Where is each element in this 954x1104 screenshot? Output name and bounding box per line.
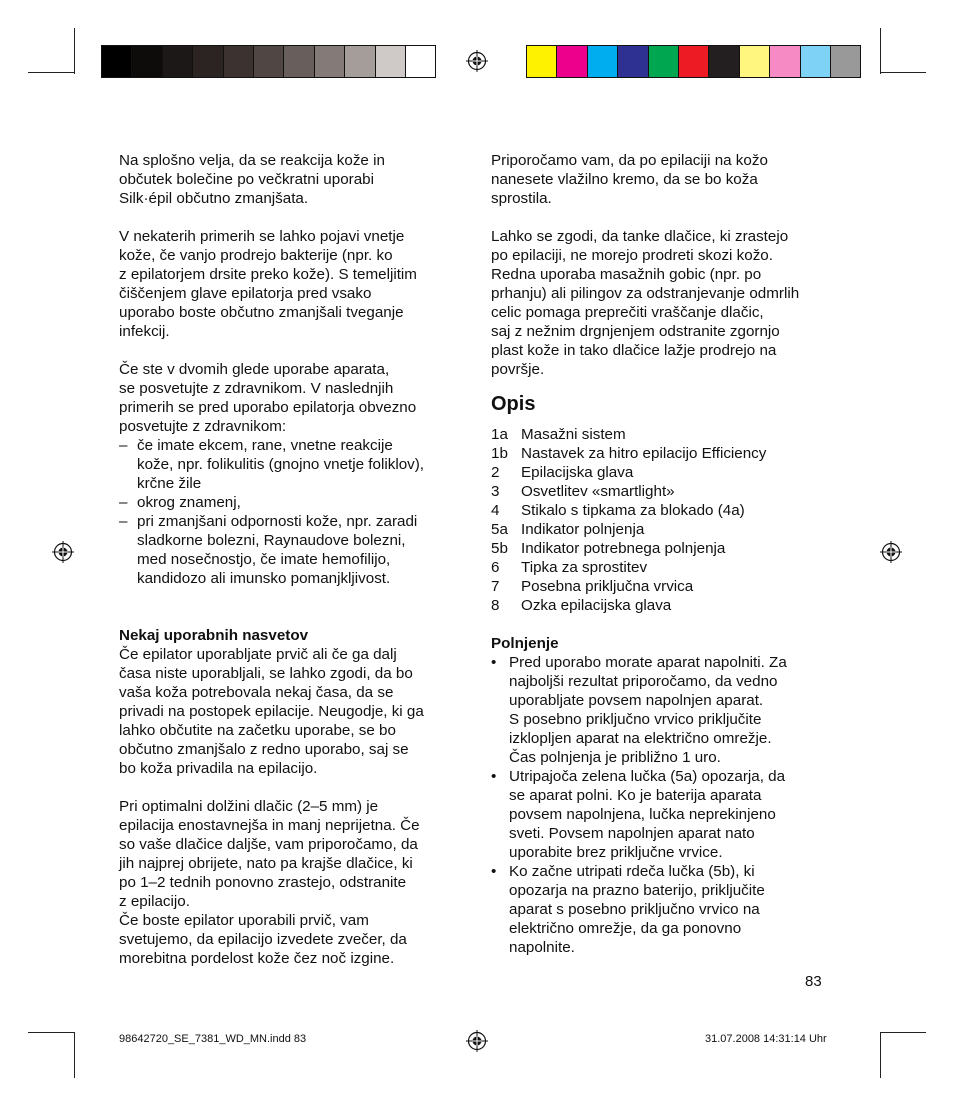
text-line: napolnite. — [509, 939, 575, 956]
part-item — [491, 501, 841, 520]
text-line: Lahko se zgodi, da tanke dlačice, ki zrastejo — [491, 228, 789, 245]
bullet-marker: • — [491, 863, 497, 880]
part-label: Stikalo s tipkama za blokado (4a) — [521, 502, 745, 519]
text-line: izklopljen aparat na električno omrežje. — [509, 730, 772, 747]
process-color-bar — [526, 45, 861, 78]
color-swatch — [708, 46, 738, 77]
text-line: krčne žile — [137, 475, 202, 492]
footer-timestamp: 31.07.2008 14:31:14 Uhr — [705, 1033, 827, 1045]
color-swatch — [678, 46, 708, 77]
crop-mark — [74, 28, 75, 74]
part-item — [491, 520, 841, 539]
left-column — [119, 151, 464, 968]
text-line: kože, npr. folikulitis (gnojno vnetje foliklov), — [137, 456, 425, 473]
text-line: Redna uporaba masažnih gobic (npr. po — [491, 266, 762, 283]
paragraph — [119, 797, 464, 911]
text-line: Utripajoča zelena lučka (5a) opozarja, da — [509, 768, 786, 785]
text-line: kandidozo ali imunsko pomanjkljivost. — [137, 570, 391, 587]
text-line: morebitna pordelost kože čez noč izgine. — [119, 950, 395, 967]
color-swatch — [283, 46, 313, 77]
color-swatch — [830, 46, 860, 77]
text-line: okrog znamenj, — [137, 494, 241, 511]
color-swatch — [375, 46, 405, 77]
text-line: če imate ekcem, rane, vnetne reakcije — [137, 437, 393, 454]
text-line: občutek bolečine po večkratni uporabi — [119, 171, 374, 188]
dash-marker: – — [119, 437, 128, 454]
text-line: infekcij. — [119, 323, 170, 340]
color-swatch — [739, 46, 769, 77]
part-label: Nastavek za hitro epilacijo Efficiency — [521, 445, 767, 462]
crop-mark — [880, 1032, 881, 1078]
part-item — [491, 463, 841, 482]
part-number: 3 — [491, 483, 500, 500]
list-item — [491, 862, 841, 957]
color-swatch — [162, 46, 192, 77]
color-swatch — [405, 46, 435, 77]
registration-mark-icon — [880, 541, 902, 563]
part-item — [491, 558, 841, 577]
text-line: po 1–2 tednih ponovno zrastejo, odstranite — [119, 874, 407, 891]
list-item — [119, 493, 464, 512]
text-line: lahko občutite na začetku uporabe, se bo — [119, 722, 396, 739]
paragraph — [491, 151, 841, 208]
crop-mark — [880, 1032, 926, 1033]
color-swatch — [769, 46, 799, 77]
text-line: občutno zmanjšalo z redno uporabo, saj se — [119, 741, 409, 758]
crop-mark — [880, 28, 881, 74]
part-label: Indikator potrebnega polnjenja — [521, 540, 726, 557]
tips-heading: Nekaj uporabnih nasvetov — [119, 627, 309, 644]
registration-mark-icon — [52, 541, 74, 563]
footer-file-name: 98642720_SE_7381_WD_MN.indd 83 — [119, 1033, 307, 1045]
color-swatch — [648, 46, 678, 77]
list-item — [119, 512, 464, 588]
color-swatch — [314, 46, 344, 77]
color-swatch — [223, 46, 253, 77]
registration-mark-icon — [466, 50, 488, 72]
crop-mark — [28, 72, 74, 73]
text-line: Če epilator uporabljate prvič ali če ga dalj — [119, 646, 397, 663]
part-label: Epilacijska glava — [521, 464, 634, 481]
text-line: so vaše dlačice daljše, vam priporočamo, da — [119, 836, 418, 853]
charging-list — [491, 653, 841, 957]
part-number: 8 — [491, 597, 500, 614]
dash-marker: – — [119, 494, 128, 511]
dash-marker: – — [119, 513, 128, 530]
color-swatch — [344, 46, 374, 77]
part-label: Masažni sistem — [521, 426, 626, 443]
part-item — [491, 539, 841, 558]
color-swatch — [800, 46, 830, 77]
part-label: Posebna priključna vrvica — [521, 578, 694, 595]
text-line: sprostila. — [491, 190, 552, 207]
part-number: 7 — [491, 578, 500, 595]
part-number: 6 — [491, 559, 500, 576]
part-label: Ozka epilacijska glava — [521, 597, 672, 614]
part-item — [491, 577, 841, 596]
text-line: opozarja na prazno baterijo, priključite — [509, 882, 765, 899]
text-line: električno omrežje, da ga ponovno — [509, 920, 742, 937]
text-line: Ko začne utripati rdeča lučka (5b), ki — [509, 863, 755, 880]
text-line: Če boste epilator uporabili prvič, vam — [119, 912, 369, 929]
paragraph — [119, 151, 464, 208]
text-line: med nosečnostjo, če imate hemofilijo, — [137, 551, 391, 568]
text-line: kože, če vanjo prodrejo bakterije (npr. ko — [119, 247, 393, 264]
text-line: uporabo boste občutno zmanjšali tveganje — [119, 304, 404, 321]
text-line: V nekaterih primerih se lahko pojavi vnetje — [119, 228, 405, 245]
text-line: povsem napolnjena, lučka neprekinjeno — [509, 806, 776, 823]
text-line: z epilacijo. — [119, 893, 190, 910]
text-line: S posebno priključno vrvico priključite — [509, 711, 762, 728]
text-line: z epilatorjem drsite preko kože). S temeljitim — [119, 266, 417, 283]
part-label: Indikator polnjenja — [521, 521, 645, 538]
part-number: 1b — [491, 445, 508, 462]
text-line: Če ste v dvomih glede uporabe aparata, — [119, 361, 390, 378]
list-item — [119, 436, 464, 493]
text-line: privadi na postopek epilacije. Neugodje, ki ga — [119, 703, 424, 720]
text-line: nanesete vlažilno kremo, da se bo koža — [491, 171, 758, 188]
text-line: jih najprej obrijete, nato pa krajše dlačice, ki — [119, 855, 413, 872]
part-item — [491, 596, 841, 615]
text-line: prhanju) ali pilingov za odstranjevanje odmrlih — [491, 285, 800, 302]
color-swatch — [192, 46, 222, 77]
bullet-marker: • — [491, 768, 497, 785]
part-number: 5a — [491, 521, 508, 538]
text-line: epilacija enostavnejša in manj neprijetna. Če — [119, 817, 420, 834]
paragraph — [491, 227, 841, 379]
paragraph — [119, 227, 464, 341]
text-line: sveti. Povsem napolnjen aparat nato — [509, 825, 755, 842]
text-line: posvetujte z zdravnikom: — [119, 418, 287, 435]
text-line: saj z nežnim drgnjenjem odstranite zgornjo — [491, 323, 780, 340]
part-item — [491, 482, 841, 501]
text-line: časa niste uporabljali, se lahko zgodi, da bo — [119, 665, 413, 682]
part-number: 2 — [491, 464, 500, 481]
text-line: celic pomaga preprečiti vraščanje dlačic, — [491, 304, 764, 321]
text-line: najboljši rezultat priporočamo, da vedno — [509, 673, 778, 690]
text-line: Pri optimalni dolžini dlačic (2–5 mm) je — [119, 798, 379, 815]
text-line: se posvetujte z zdravnikom. V naslednjih — [119, 380, 394, 397]
text-line: Silk·épil občutno zmanjšata. — [119, 190, 309, 207]
right-column — [491, 151, 841, 957]
color-swatch — [617, 46, 647, 77]
text-line: površje. — [491, 361, 545, 378]
crop-mark — [880, 72, 926, 73]
grayscale-color-bar — [101, 45, 436, 78]
part-label: Tipka za sprostitev — [521, 559, 648, 576]
text-line: uporabite brez priključne vrvice. — [509, 844, 723, 861]
text-line: se aparat polni. Ko je baterija aparata — [509, 787, 762, 804]
bullet-marker: • — [491, 654, 497, 671]
crop-mark — [74, 1032, 75, 1078]
registration-mark-icon — [466, 1030, 488, 1052]
contraindication-list — [119, 436, 464, 588]
text-line: čiščenjem glave epilatorja pred vsako — [119, 285, 372, 302]
part-label: Osvetlitev «smartlight» — [521, 483, 675, 500]
section-title-opis: Opis — [491, 393, 536, 415]
color-swatch — [587, 46, 617, 77]
list-item — [491, 767, 841, 862]
text-line: po epilaciji, ne morejo prodreti skozi kožo. — [491, 247, 773, 264]
color-swatch — [527, 46, 556, 77]
crop-mark — [28, 1032, 74, 1033]
text-line: aparat s posebno priključno vrvico na — [509, 901, 760, 918]
part-number: 1a — [491, 426, 508, 443]
part-number: 5b — [491, 540, 508, 557]
text-line: uporabljate povsem napolnjen aparat. — [509, 692, 764, 709]
part-item — [491, 444, 841, 463]
text-line: plast kože in tako dlačice lažje prodrejo na — [491, 342, 777, 359]
color-swatch — [131, 46, 161, 77]
paragraph — [119, 911, 464, 968]
paragraph — [119, 645, 464, 778]
part-item — [491, 425, 841, 444]
text-line: Na splošno velja, da se reakcija kože in — [119, 152, 385, 169]
list-item — [491, 653, 841, 767]
text-line: pri zmanjšani odpornosti kože, npr. zaradi — [137, 513, 418, 530]
text-line: Čas polnjenja je približno 1 uro. — [509, 749, 721, 766]
color-swatch — [556, 46, 586, 77]
text-line: vaša koža potrebovala nekaj časa, da se — [119, 684, 394, 701]
text-line: svetujemo, da epilacijo izvedete zvečer, da — [119, 931, 407, 948]
text-line: sladkorne bolezni, Raynaudove bolezni, — [137, 532, 406, 549]
color-swatch — [253, 46, 283, 77]
color-swatch — [102, 46, 131, 77]
page-number: 83 — [805, 973, 822, 990]
text-line: primerih se pred uporabo epilatorja obvezno — [119, 399, 417, 416]
parts-list — [491, 425, 841, 615]
text-line: Pred uporabo morate aparat napolniti. Za — [509, 654, 787, 671]
charging-heading: Polnjenje — [491, 635, 559, 652]
part-number: 4 — [491, 502, 500, 519]
text-line: bo koža privadila na epilacijo. — [119, 760, 318, 777]
text-line: Priporočamo vam, da po epilaciji na kožo — [491, 152, 768, 169]
paragraph — [119, 360, 464, 436]
